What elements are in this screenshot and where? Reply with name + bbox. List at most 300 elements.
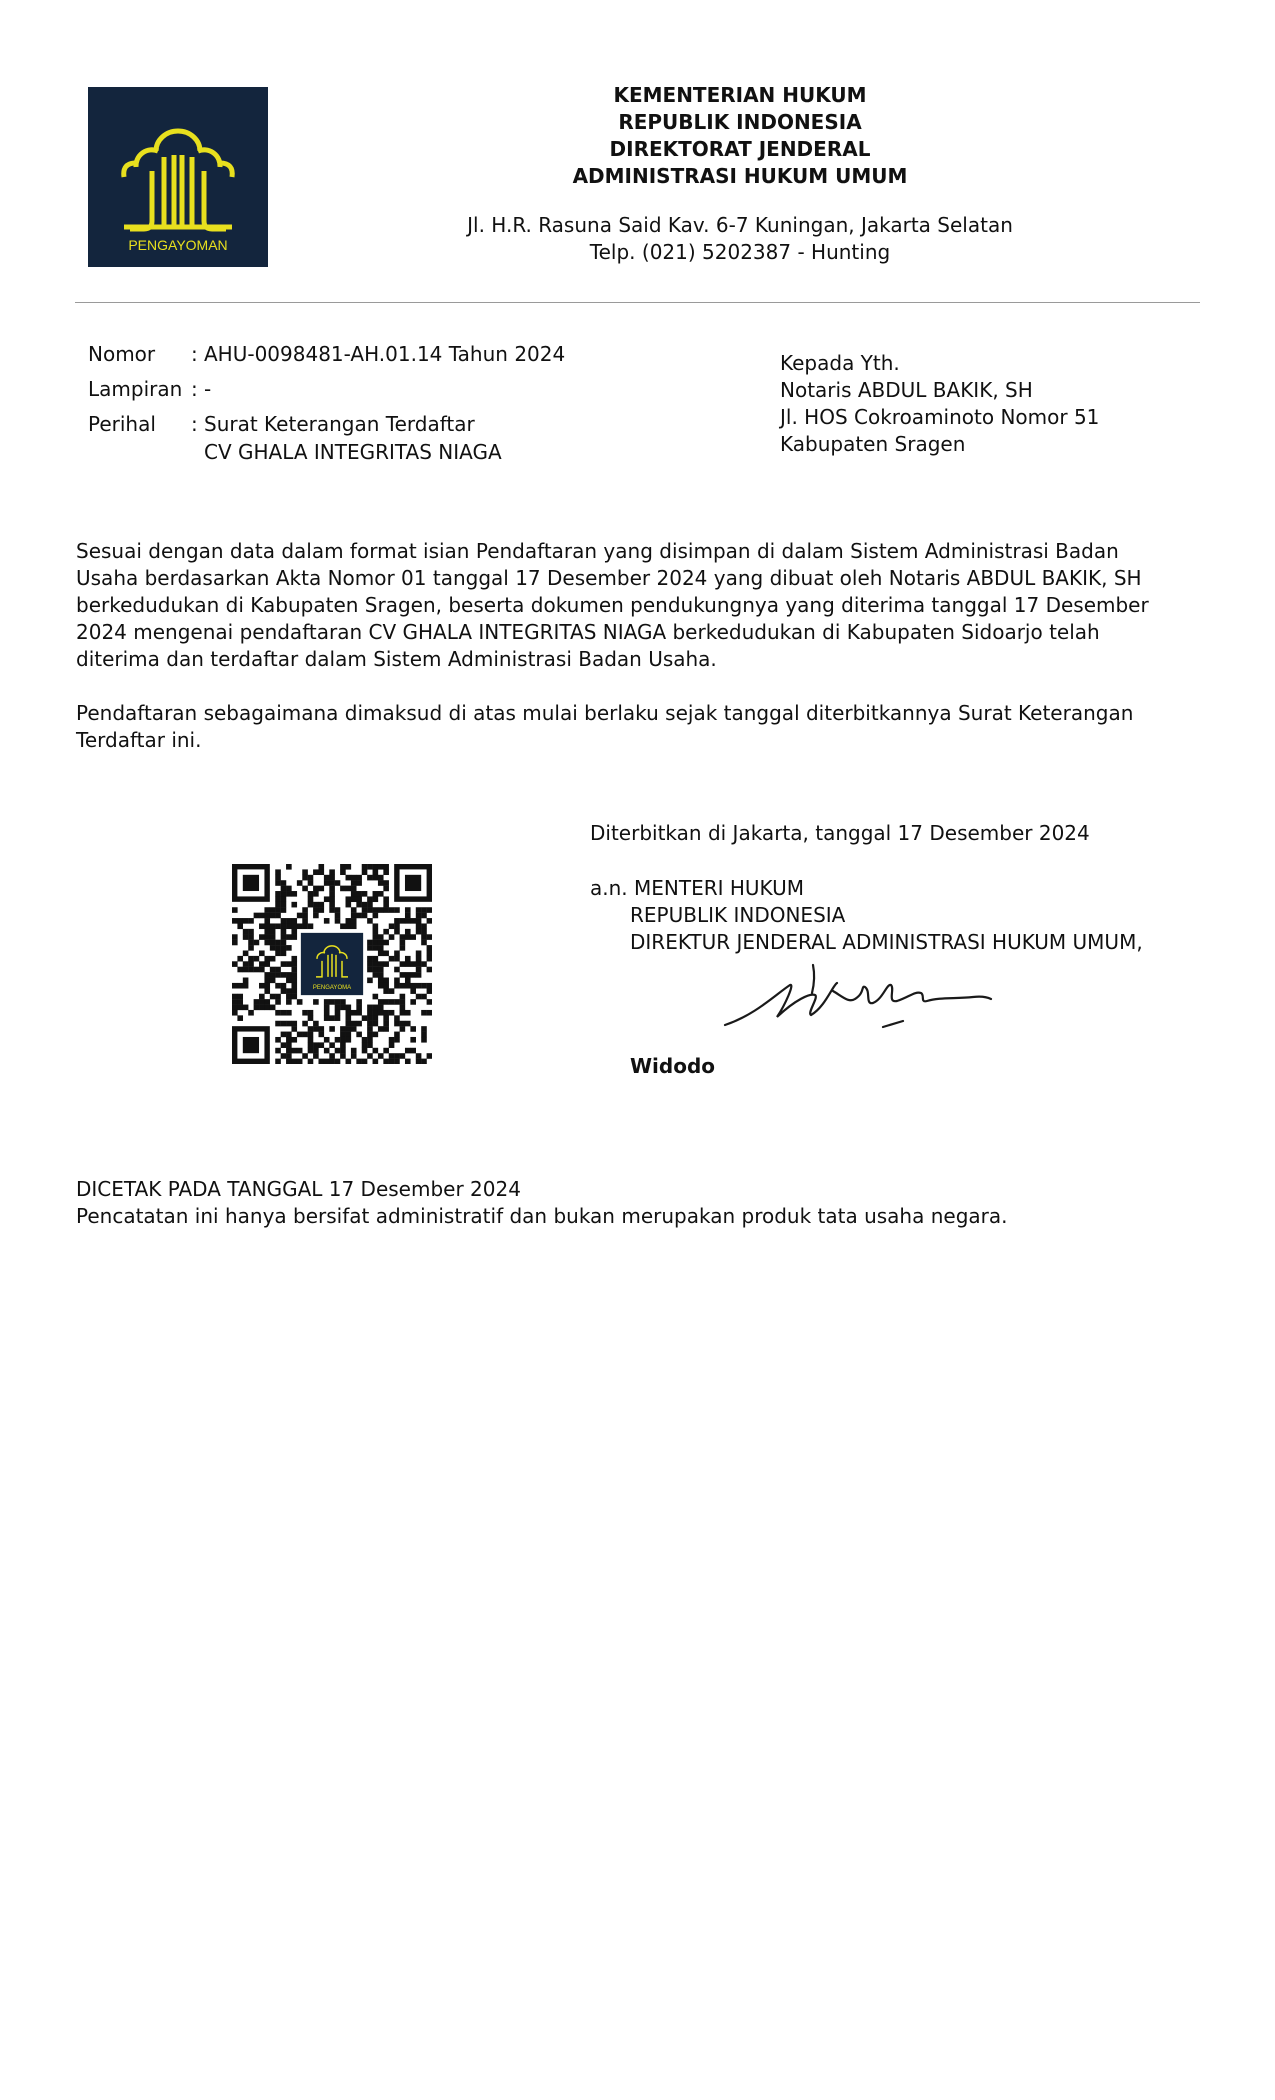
qr-module: [394, 1053, 400, 1059]
qr-module: [302, 923, 308, 929]
qr-module: [286, 1048, 292, 1054]
qr-module: [329, 891, 335, 897]
qr-module: [259, 999, 265, 1005]
qr-module: [302, 913, 308, 919]
qr-module: [270, 978, 276, 984]
qr-module: [275, 1010, 281, 1016]
letter-meta: [88, 340, 565, 473]
qr-module: [243, 978, 249, 984]
qr-module: [291, 923, 297, 929]
qr-finder-inner: [243, 1037, 259, 1053]
qr-module: [367, 902, 373, 908]
qr-module: [270, 929, 276, 935]
qr-module: [291, 994, 297, 1000]
qr-finder-inner: [243, 875, 259, 891]
qr-module: [329, 1053, 335, 1059]
qr-finder-inner: [405, 875, 421, 891]
qr-module: [308, 1059, 314, 1064]
qr-module: [383, 1026, 389, 1032]
qr-module: [421, 961, 427, 967]
qr-module: [275, 1059, 281, 1064]
qr-module: [378, 940, 384, 946]
qr-module: [313, 1048, 319, 1054]
qr-module: [335, 1005, 341, 1011]
qr-module: [286, 891, 292, 897]
qr-module: [237, 923, 243, 929]
qr-module: [416, 923, 422, 929]
printed-date: DICETAK PADA TANGGAL 17 Desember 2024: [76, 1177, 521, 1201]
qr-module: [421, 1037, 427, 1043]
qr-module: [394, 1032, 400, 1038]
qr-module: [389, 1053, 395, 1059]
qr-module: [373, 1010, 379, 1016]
qr-module: [416, 918, 422, 924]
paragraph-line: Pendaftaran sebagaimana dimaksud di atas mulai berlaku sejak tanggal diterbitkannya Surat Keterangan: [76, 701, 1134, 725]
qr-module: [427, 988, 432, 994]
qr-module: [302, 1053, 308, 1059]
qr-module: [362, 869, 368, 875]
qr-module: [308, 923, 314, 929]
qr-module: [270, 1005, 276, 1011]
qr-module: [362, 864, 368, 870]
qr-module: [232, 994, 238, 1000]
qr-module: [264, 918, 270, 924]
qr-module: [400, 1005, 406, 1011]
qr-module: [313, 913, 319, 919]
qr-module: [346, 902, 352, 908]
handwritten-signature: [715, 955, 1035, 1050]
qr-module: [308, 1037, 314, 1043]
qr-module: [308, 875, 314, 881]
recipient-city: Kabupaten Sragen: [780, 432, 966, 456]
qr-module: [259, 1005, 265, 1011]
qr-module: [248, 929, 254, 935]
qr-module: [367, 907, 373, 913]
qr-module: [243, 961, 249, 967]
qr-module: [264, 913, 270, 919]
qr-module: [421, 923, 427, 929]
qr-module: [410, 918, 416, 924]
qr-module: [373, 940, 379, 946]
org-line-4: ADMINISTRASI HUKUM UMUM: [572, 164, 908, 188]
signatory-line-3: DIREKTUR JENDERAL ADMINISTRASI HUKUM UMUM,: [630, 930, 1143, 954]
qr-module: [427, 918, 432, 924]
qr-module: [421, 934, 427, 940]
qr-module: [302, 875, 308, 881]
qr-module: [281, 902, 287, 908]
qr-module: [367, 864, 373, 870]
qr-module: [324, 1015, 330, 1021]
qr-module: [427, 1053, 432, 1059]
qr-module: [329, 1042, 335, 1048]
qr-module: [270, 956, 276, 962]
qr-module: [373, 896, 379, 902]
qr-module: [232, 999, 238, 1005]
qr-module: [291, 1059, 297, 1064]
qr-module: [383, 896, 389, 902]
qr-module: [297, 1059, 303, 1064]
qr-module: [389, 988, 395, 994]
qr-module: [416, 913, 422, 919]
qr-module: [318, 1026, 324, 1032]
meta-value: AHU-0098481-AH.01.14 Tahun 2024: [204, 342, 566, 366]
qr-module: [373, 945, 379, 951]
qr-module: [297, 880, 303, 886]
qr-module: [259, 913, 265, 919]
qr-module: [416, 956, 422, 962]
qr-module: [264, 1005, 270, 1011]
qr-module: [340, 923, 346, 929]
qr-module: [237, 999, 243, 1005]
qr-module: [243, 967, 249, 973]
qr-module: [427, 945, 432, 951]
qr-module: [232, 934, 238, 940]
qr-module: [243, 1005, 249, 1011]
qr-module: [324, 896, 330, 902]
verification-qr-code[interactable]: [232, 864, 432, 1064]
qr-module: [421, 907, 427, 913]
qr-module: [378, 999, 384, 1005]
qr-module: [313, 999, 319, 1005]
qr-module: [427, 999, 432, 1005]
qr-module: [367, 1021, 373, 1027]
qr-module: [286, 923, 292, 929]
paragraph-line: Usaha berdasarkan Akta Nomor 01 tanggal 17 Desember 2024 yang dibuat oleh Notaris ABDUL BAKIK, SH: [76, 566, 1142, 590]
qr-module: [400, 945, 406, 951]
qr-module: [351, 918, 357, 924]
qr-module: [275, 891, 281, 897]
qr-module: [264, 983, 270, 989]
qr-module: [410, 961, 416, 967]
qr-module: [329, 875, 335, 881]
qr-module: [421, 983, 427, 989]
qr-module: [351, 891, 357, 897]
qr-module: [259, 950, 265, 956]
qr-module: [373, 967, 379, 973]
qr-module: [410, 983, 416, 989]
qr-module: [378, 875, 384, 881]
qr-module: [329, 886, 335, 892]
qr-module: [302, 1021, 308, 1027]
qr-module: [351, 923, 357, 929]
qr-module: [373, 1032, 379, 1038]
qr-module: [340, 999, 346, 1005]
header-divider: [75, 302, 1200, 303]
qr-module: [389, 934, 395, 940]
qr-module: [297, 923, 303, 929]
qr-module: [308, 1042, 314, 1048]
qr-module: [373, 923, 379, 929]
signer-name: Widodo: [630, 1054, 716, 1078]
qr-module: [383, 902, 389, 908]
qr-module: [356, 891, 362, 897]
qr-module: [362, 902, 368, 908]
qr-module: [378, 972, 384, 978]
qr-module: [313, 891, 319, 897]
qr-module: [324, 999, 330, 1005]
qr-module: [318, 907, 324, 913]
qr-module: [281, 929, 287, 935]
qr-module: [356, 1005, 362, 1011]
qr-module: [378, 945, 384, 951]
qr-module: [410, 1048, 416, 1054]
qr-module: [281, 1053, 287, 1059]
qr-module: [335, 1015, 341, 1021]
qr-module: [308, 1032, 314, 1038]
qr-module: [286, 1053, 292, 1059]
qr-module: [340, 1048, 346, 1054]
qr-module: [378, 967, 384, 973]
qr-module: [291, 988, 297, 994]
qr-module: [237, 956, 243, 962]
qr-module: [254, 956, 260, 962]
meta-label: Lampiran: [88, 377, 183, 401]
qr-module: [421, 994, 427, 1000]
qr-module: [400, 934, 406, 940]
qr-module: [416, 950, 422, 956]
meta-nomor: [88, 340, 565, 368]
qr-module: [286, 864, 292, 870]
qr-module: [340, 864, 346, 870]
qr-module: [232, 940, 238, 946]
qr-module: [329, 1015, 335, 1021]
qr-module: [264, 956, 270, 962]
meta-lampiran: [88, 375, 565, 403]
qr-module: [378, 1053, 384, 1059]
qr-module: [410, 934, 416, 940]
qr-module: [275, 983, 281, 989]
meta-value: [204, 410, 502, 466]
qr-module: [340, 1042, 346, 1048]
qr-module: [362, 907, 368, 913]
qr-module: [308, 1010, 314, 1016]
qr-module: [362, 1042, 368, 1048]
qr-module: [373, 864, 379, 870]
qr-module: [378, 961, 384, 967]
qr-module: [329, 1059, 335, 1064]
qr-module: [275, 967, 281, 973]
qr-module: [335, 880, 341, 886]
qr-module: [367, 918, 373, 924]
paragraph-line: berkedudukan di Kabupaten Sragen, beserta dokumen pendukungnya yang diterima tanggal 17 Desember: [76, 593, 1149, 617]
qr-module: [427, 950, 432, 956]
qr-module: [286, 886, 292, 892]
qr-module: [318, 1059, 324, 1064]
qr-module: [281, 1021, 287, 1027]
qr-module: [281, 988, 287, 994]
qr-module: [400, 961, 406, 967]
pengayoman-emblem-icon: [88, 87, 268, 267]
qr-module: [264, 972, 270, 978]
paragraph-line: Sesuai dengan data dalam format isian Pendaftaran yang disimpan di dalam Sistem Administrasi Badan: [76, 539, 1119, 563]
qr-module: [378, 978, 384, 984]
qr-module: [351, 913, 357, 919]
qr-module: [313, 1026, 319, 1032]
qr-module: [308, 891, 314, 897]
qr-module: [275, 950, 281, 956]
qr-module: [373, 869, 379, 875]
qr-module: [329, 907, 335, 913]
qr-module: [291, 934, 297, 940]
qr-module: [313, 907, 319, 913]
qr-module: [313, 886, 319, 892]
qr-module: [367, 1015, 373, 1021]
qr-module: [356, 896, 362, 902]
paragraph-line: 2024 mengenai pendaftaran CV GHALA INTEGRITAS NIAGA berkedudukan di Kabupaten Sidoarjo telah: [76, 620, 1100, 644]
qr-module: [378, 907, 384, 913]
qr-module: [394, 918, 400, 924]
qr-module: [264, 988, 270, 994]
qr-module: [275, 880, 281, 886]
qr-module: [405, 1059, 411, 1064]
qr-module: [291, 961, 297, 967]
qr-module: [275, 972, 281, 978]
qr-module: [383, 929, 389, 935]
qr-module: [394, 999, 400, 1005]
qr-module: [367, 945, 373, 951]
qr-module: [281, 961, 287, 967]
qr-module: [270, 923, 276, 929]
recipient-street: Jl. HOS Cokroaminoto Nomor 51: [780, 405, 1100, 429]
qr-module: [427, 907, 432, 913]
qr-module: [237, 983, 243, 989]
qr-module: [405, 918, 411, 924]
org-line-2: REPUBLIK INDONESIA: [618, 110, 862, 134]
qr-module: [394, 950, 400, 956]
qr-module: [367, 1037, 373, 1043]
qr-module: [340, 1032, 346, 1038]
qr-module: [324, 1059, 330, 1064]
issued-statement: Diterbitkan di Jakarta, tanggal 17 Desember 2024: [590, 821, 1090, 845]
qr-module: [356, 875, 362, 881]
qr-module: [405, 934, 411, 940]
qr-module: [400, 994, 406, 1000]
qr-module: [405, 1048, 411, 1054]
qr-module: [329, 999, 335, 1005]
qr-module: [367, 875, 373, 881]
qr-module: [427, 967, 432, 973]
qr-module: [318, 869, 324, 875]
meta-separator: :: [191, 342, 198, 366]
qr-module: [400, 940, 406, 946]
qr-module: [427, 983, 432, 989]
qr-module: [318, 1032, 324, 1038]
qr-module: [308, 1026, 314, 1032]
qr-module: [383, 978, 389, 984]
qr-module: [378, 950, 384, 956]
qr-module: [400, 918, 406, 924]
qr-module: [400, 1021, 406, 1027]
qr-module: [281, 923, 287, 929]
qr-module: [346, 1010, 352, 1016]
qr-module: [400, 1026, 406, 1032]
qr-module: [286, 978, 292, 984]
qr-module: [340, 1053, 346, 1059]
qr-module: [329, 869, 335, 875]
qr-module: [362, 891, 368, 897]
qr-module: [378, 880, 384, 886]
qr-module: [335, 913, 341, 919]
qr-module: [259, 923, 265, 929]
qr-module: [281, 880, 287, 886]
qr-module: [346, 1026, 352, 1032]
qr-module: [254, 999, 260, 1005]
qr-module: [362, 1015, 368, 1021]
qr-module: [416, 1053, 422, 1059]
qr-module: [313, 1053, 319, 1059]
qr-module: [351, 1026, 357, 1032]
qr-module: [243, 918, 249, 924]
qr-module: [373, 1059, 379, 1064]
qr-module: [410, 999, 416, 1005]
qr-module: [291, 1021, 297, 1027]
qr-module: [378, 864, 384, 870]
qr-module: [346, 896, 352, 902]
qr-module: [275, 999, 281, 1005]
qr-module: [383, 961, 389, 967]
qr-module: [421, 1026, 427, 1032]
qr-module: [248, 918, 254, 924]
qr-module: [291, 1026, 297, 1032]
recipient-name: Notaris ABDUL BAKIK, SH: [780, 378, 1033, 402]
qr-module: [302, 886, 308, 892]
qr-module: [275, 913, 281, 919]
qr-module: [335, 907, 341, 913]
qr-module: [389, 923, 395, 929]
qr-module: [362, 913, 368, 919]
qr-module: [248, 961, 254, 967]
qr-module: [367, 967, 373, 973]
qr-module: [264, 929, 270, 935]
qr-module: [270, 934, 276, 940]
qr-module: [302, 869, 308, 875]
meta-label: Nomor: [88, 342, 156, 366]
qr-module: [329, 1026, 335, 1032]
qr-module: [259, 983, 265, 989]
paragraph-line: diterima dan terdaftar dalam Sistem Administrasi Badan Usaha.: [76, 647, 717, 671]
org-line-3: DIREKTORAT JENDERAL: [609, 137, 871, 161]
qr-module: [356, 1010, 362, 1016]
qr-module: [383, 864, 389, 870]
qr-module: [416, 907, 422, 913]
qr-module: [286, 988, 292, 994]
qr-module: [405, 929, 411, 935]
qr-module: [302, 1010, 308, 1016]
qr-module: [416, 972, 422, 978]
paragraph-line: Terdaftar ini.: [76, 728, 202, 752]
qr-module: [416, 929, 422, 935]
qr-module: [324, 1048, 330, 1054]
qr-module: [383, 988, 389, 994]
qr-module: [302, 1032, 308, 1038]
qr-module: [232, 1010, 238, 1016]
qr-module: [400, 1010, 406, 1016]
qr-module: [335, 999, 341, 1005]
qr-module: [313, 902, 319, 908]
qr-module: [232, 1005, 238, 1011]
qr-module: [340, 886, 346, 892]
qr-module: [351, 1048, 357, 1054]
qr-module: [351, 880, 357, 886]
qr-module: [416, 983, 422, 989]
qr-module: [405, 983, 411, 989]
signatory-line-2: REPUBLIK INDONESIA: [630, 903, 846, 927]
qr-module: [297, 999, 303, 1005]
qr-module: [324, 1037, 330, 1043]
qr-module: [264, 961, 270, 967]
qr-module: [356, 999, 362, 1005]
qr-module: [346, 886, 352, 892]
